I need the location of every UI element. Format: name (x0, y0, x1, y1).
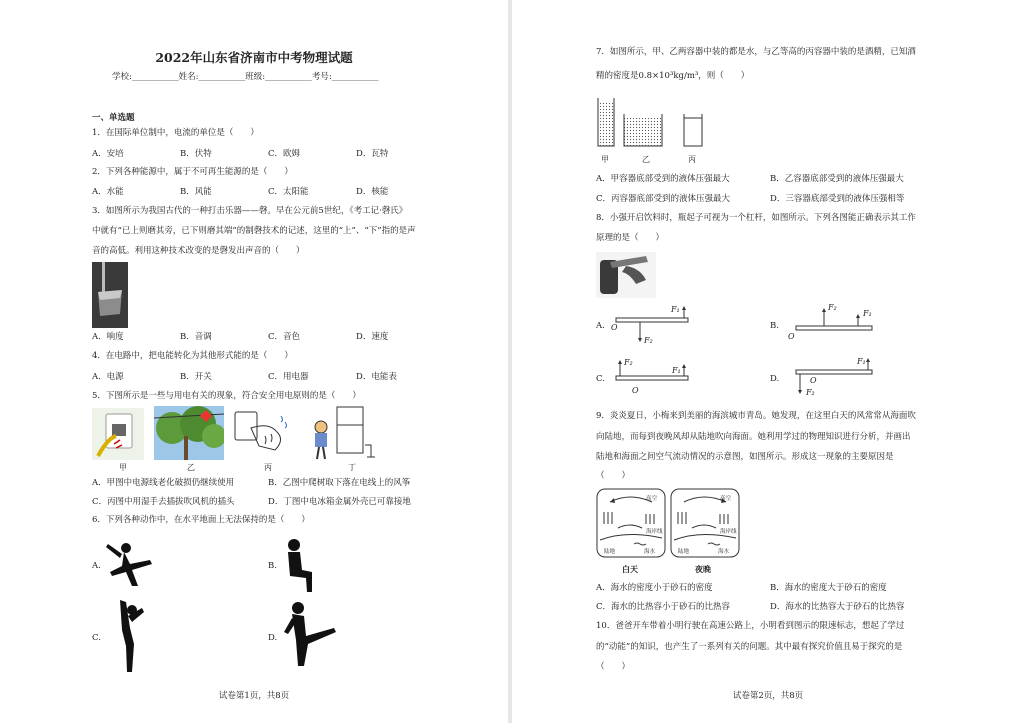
q4-option-b[interactable]: B．开关 (180, 372, 212, 382)
question-1: 1．在国际单位制中，电流的单位是（ ） (92, 128, 259, 138)
q8d-f2-label: F₂ (806, 388, 815, 397)
question-3-line-1: 3．如图所示为我国古代的一种打击乐器——磬。早在公元前5世纪，《考工记·磬氏》 (92, 206, 408, 216)
q9-label-night: 夜晚 (695, 564, 711, 574)
question-9-line-3: 陆地和海面之间空气流动情况的示意图，如图所示。形成这一现象的主要原因是 (596, 452, 894, 462)
question-7-line-1: 7．如图所示，甲、乙两容器中装的都是水，与乙等高的丙容器中装的是酒精，已知酒 (596, 47, 916, 57)
q6-silhouette-a (104, 540, 156, 588)
section-heading: 一、单选题 (92, 113, 135, 123)
bottle-opener-photo (596, 252, 656, 298)
q7-option-d[interactable]: D．三容器底部受到的液体压强相等 (770, 194, 905, 204)
q5-label-yi: 乙 (187, 463, 195, 472)
q7-containers-figure (596, 96, 716, 148)
q5-label-ding: 丁 (348, 463, 356, 472)
q6-option-a[interactable]: A. (92, 561, 101, 571)
q8a-o-label: O (611, 323, 618, 332)
q8a-f2-label: F₂ (644, 336, 653, 345)
question-8-line-2: 原理的是（ ） (596, 233, 665, 243)
question-3-line-3: 音的高低。利用这种技术改变的是磬发出声音的（ ） (92, 246, 305, 256)
q8a-f1-label: F₁ (671, 305, 680, 314)
q9-option-c[interactable]: C．海水的比热容小于砂石的比热容 (596, 602, 731, 612)
question-10-line-2: 的“动能”的知识，也产生了一系列有关的问题。其中最有探究价值且易于探究的是 (596, 642, 903, 652)
q8d-f1-label: F₁ (857, 357, 866, 366)
q8-option-d[interactable]: D. (770, 374, 780, 384)
chime-stone-photo (92, 262, 128, 328)
q8-option-a[interactable]: A. (596, 321, 605, 331)
q3-option-b[interactable]: B．音调 (180, 332, 212, 342)
q9-option-d[interactable]: D．海水的比热容大于砂石的比热容 (770, 602, 905, 612)
q5-option-a[interactable]: A．甲图中电源线老化破损仍继续使用 (92, 478, 235, 488)
q8b-f1-label: F₁ (863, 309, 872, 318)
student-info-line: 学校:___________姓名:___________班级:___________考号:___________ (112, 72, 379, 82)
q7-option-a[interactable]: A．甲容器底部受到的液体压强最大 (596, 174, 730, 184)
q5-image-fridge-grounded (305, 405, 375, 461)
exam-page-2 (512, 0, 1024, 723)
page-2-footer: 试卷第2页，共8页 (732, 691, 804, 701)
q3-option-c[interactable]: C．音色 (268, 332, 301, 342)
q1-option-d[interactable]: D．瓦特 (356, 149, 389, 159)
q9-option-a[interactable]: A．海水的密度小于砂石的密度 (596, 583, 713, 593)
q4-option-a[interactable]: A．电源 (92, 372, 124, 382)
exam-page-1 (0, 0, 508, 723)
question-9-line-1: 9．炎炎夏日，小梅来到美丽的海滨城市青岛。她发现，在这里白天的风常常从海面吹 (596, 411, 916, 421)
q6-silhouette-c (110, 598, 150, 674)
q4-option-d[interactable]: D．电能表 (356, 372, 397, 382)
question-10-line-1: 10．爸爸开车带着小明行驶在高速公路上，小明看到图示的限速标志，想起了学过 (596, 621, 905, 631)
q2-option-b[interactable]: B．风能 (180, 187, 212, 197)
q8b-o-label: O (788, 332, 795, 341)
q1-option-a[interactable]: A．安培 (92, 149, 124, 159)
q8c-f1-label: F₁ (672, 366, 681, 375)
q5-label-bing: 丙 (264, 463, 272, 472)
question-8-line-1: 8．小强开启饮料时，瓶起子可视为一个杠杆，如图所示。下列各图能正确表示其工作 (596, 213, 916, 223)
question-3-line-2: 中就有“已上则磨其旁，已下则磨其端”的制磬技术的记述，这里的“上”、“下”指的是声 (92, 226, 416, 236)
question-6: 6．下列各种动作中，在水平地面上无法保持的是（ ） (92, 515, 310, 525)
q7-label-bing: 丙 (688, 155, 696, 164)
q8-option-b[interactable]: B. (770, 321, 779, 331)
page-1-footer: 试卷第1页，共8页 (218, 691, 290, 701)
q1-option-b[interactable]: B．伏特 (180, 149, 212, 159)
q5-label-jia: 甲 (119, 463, 127, 472)
night-high-label: 高空 (720, 496, 732, 502)
q8c-f2-label: F₂ (624, 358, 633, 367)
q6-option-d[interactable]: D. (268, 633, 278, 643)
q9-option-b[interactable]: B．海水的密度大于砂石的密度 (770, 583, 887, 593)
q7-option-c[interactable]: C．丙容器底部受到的液体压强最大 (596, 194, 731, 204)
q5-option-c[interactable]: C．丙图中用湿手去插拔吹风机的插头 (92, 497, 235, 507)
q6-option-b[interactable]: B. (268, 561, 277, 571)
q5-option-d[interactable]: D．丁图中电冰箱金属外壳已可靠接地 (268, 497, 411, 507)
night-sea-label: 海水 (718, 549, 730, 555)
question-10-line-3: （ ） (596, 662, 631, 672)
question-2: 2．下列各种能源中，属于不可再生能源的是（ ） (92, 167, 293, 177)
q2-option-c[interactable]: C．太阳能 (268, 187, 309, 197)
q5-image-wet-hands-plug (229, 406, 293, 460)
exam-title: 2022年山东省济南市中考物理试题 (155, 50, 353, 65)
q5-image-kite-tree (154, 406, 224, 460)
q4-option-c[interactable]: C．用电器 (268, 372, 309, 382)
q3-option-d[interactable]: D．速度 (356, 332, 389, 342)
q6-silhouette-d (282, 600, 338, 668)
q2-option-d[interactable]: D．核能 (356, 187, 389, 197)
q8c-o-label: O (632, 386, 639, 395)
day-high-label: 高空 (646, 496, 658, 502)
day-land-label: 陆地 (604, 549, 616, 555)
q7-label-jia: 甲 (601, 155, 609, 164)
day-sea-label: 海水 (644, 549, 656, 555)
q5-image-frayed-cord (92, 408, 144, 460)
q8d-o-label: O (810, 376, 817, 385)
q8-option-c[interactable]: C. (596, 374, 605, 384)
q5-option-b[interactable]: B．乙图中爬树取下落在电线上的风筝 (268, 478, 411, 488)
q6-option-c[interactable]: C. (92, 633, 101, 643)
question-4: 4．在电路中，把电能转化为其他形式能的是（ ） (92, 351, 293, 361)
q2-option-a[interactable]: A．水能 (92, 187, 124, 197)
q6-silhouette-b (280, 538, 316, 594)
q8b-f2-label: F₂ (828, 303, 837, 312)
q9-label-day: 白天 (622, 564, 638, 574)
night-land-label: 陆地 (678, 549, 690, 555)
question-5: 5．下图所示是一些与用电有关的现象，符合安全用电原则的是（ ） (92, 391, 361, 401)
q7-label-yi: 乙 (642, 155, 650, 164)
question-9-line-4: （ ） (596, 471, 631, 481)
day-coast-label: 海岸线 (646, 529, 663, 535)
question-9-line-2: 向陆地，而每到夜晚风却从陆地吹向海面。她利用学过的物理知识进行分析，并画出 (596, 432, 911, 442)
night-coast-label: 海岸线 (720, 529, 737, 535)
q1-option-c[interactable]: C．欧姆 (268, 149, 301, 159)
q3-option-a[interactable]: A．响度 (92, 332, 124, 342)
question-7-line-2: 精的密度是0.8×10³kg/m³，则（ ） (596, 71, 750, 81)
q7-option-b[interactable]: B．乙容器底部受到的液体压强最大 (770, 174, 904, 184)
